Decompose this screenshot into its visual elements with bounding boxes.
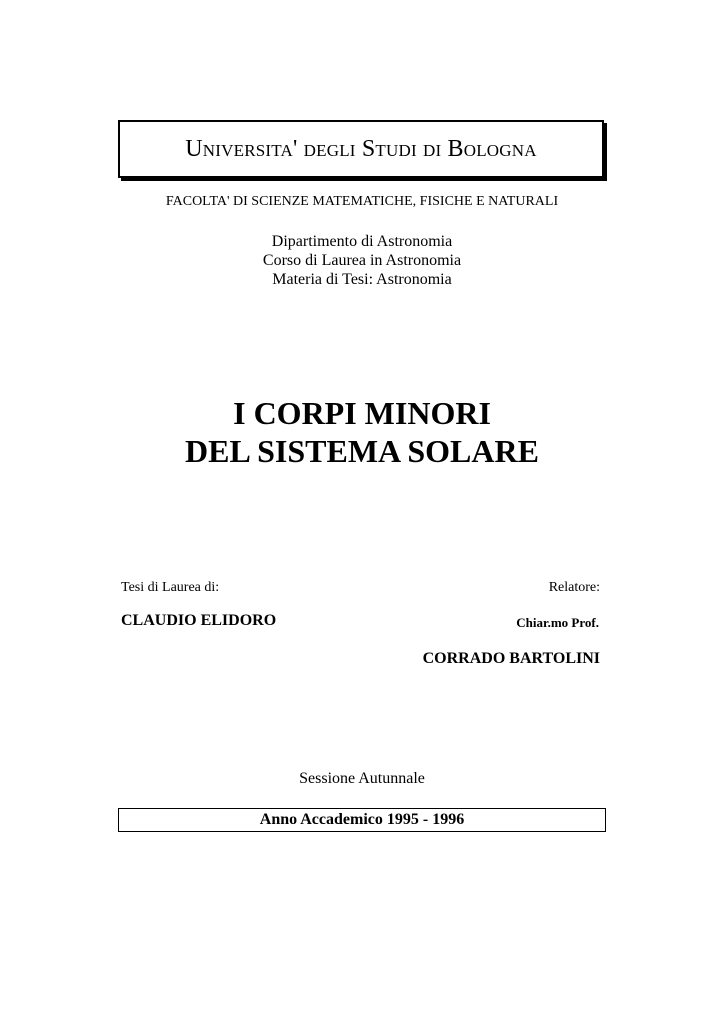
faculty-name: FACOLTA' DI SCIENZE MATEMATICHE, FISICHE E NATURALI [165,194,559,209]
advisor-name: CORRADO BARTOLINI [422,650,600,667]
academic-year-box [118,808,606,832]
degree-course: Corso di Laurea in Astronomia [262,252,462,269]
academic-year: Anno Accademico 1995 - 1996 [259,811,465,828]
thesis-title [0,394,724,470]
advisor-label: Relatore: [548,580,600,595]
university-header-box [118,120,604,178]
thesis-subject: Materia di Tesi: Astronomia [272,271,452,288]
department-block [0,232,724,289]
department-name: Dipartimento di Astronomia [271,233,453,250]
advisor-title: Chiar.mo Prof. [516,615,599,630]
thesis-title-line-2: DEL SISTEMA SOLARE [185,433,539,469]
candidate-label: Tesi di Laurea di: [121,580,220,595]
thesis-title-line-1: I CORPI MINORI [233,395,491,431]
session-label: Sessione Autunnale [299,770,425,787]
candidate-name: CLAUDIO ELIDORO [121,612,277,629]
university-name: Universita' degli Studi di Bologna [185,135,537,162]
